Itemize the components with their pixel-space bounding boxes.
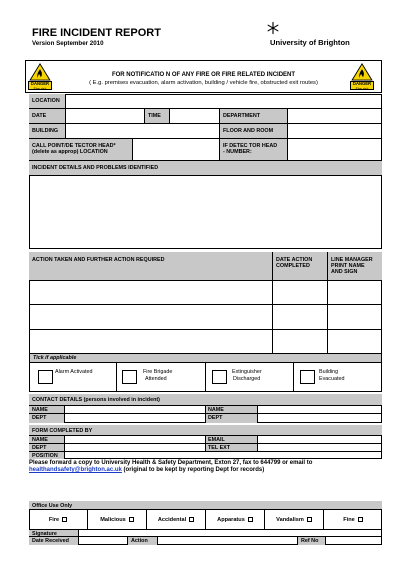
date-received-label: Date Received — [32, 538, 69, 544]
tick-divider — [116, 362, 117, 392]
department-field[interactable] — [288, 109, 382, 124]
ref-field[interactable] — [326, 537, 382, 545]
fire-risk-text: Fire risk — [355, 86, 369, 91]
contact-dept-label: DEPT — [32, 415, 47, 421]
contact-name-label-cell — [29, 406, 65, 414]
type-vandalism-label: Vandalism — [276, 516, 304, 523]
type-malicious-checkbox[interactable] — [129, 517, 134, 522]
banner-line-2: ( E.g. premises evacuation, alarm activation, building / vehicle fire, obstructed exit routes) — [89, 80, 318, 86]
location-label: LOCATION — [32, 98, 60, 104]
contact-name-label: NAME — [32, 407, 48, 413]
alarm-activated-checkbox[interactable] — [38, 370, 53, 384]
danger-word: DANGER — [30, 81, 50, 86]
contact-name-field-2[interactable] — [258, 406, 382, 414]
floor-room-label-cell — [220, 124, 288, 139]
type-apparatus — [206, 510, 265, 529]
report-title: FIRE INCIDENT REPORT — [32, 27, 161, 39]
completed-email-field[interactable] — [258, 436, 382, 444]
building-field[interactable] — [66, 124, 220, 139]
callpoint-field[interactable] — [133, 139, 220, 161]
date-completed-label-1: DATE ACTION — [276, 257, 313, 263]
fire-brigade-label-2: Attended — [145, 376, 167, 382]
ref-label-cell — [298, 537, 326, 545]
university-logo-icon — [266, 21, 280, 35]
type-accidental-label: Accidental — [157, 516, 187, 523]
action-field-1[interactable] — [29, 281, 273, 305]
details-field[interactable] — [29, 176, 382, 249]
details-header: INCIDENT DETAILS AND PROBLEMS IDENTIFIED — [32, 165, 159, 171]
ref-label: Ref No — [301, 538, 319, 544]
line-manager-field-3[interactable] — [328, 330, 382, 354]
building-evacuated-label-2: Evacuated — [319, 376, 345, 382]
contact-dept-field-2[interactable] — [258, 414, 382, 423]
completed-header: FORM COMPLETED BY — [32, 428, 93, 434]
danger-sign-left — [28, 63, 52, 90]
building-evacuated-label-1: Building — [319, 369, 339, 375]
type-fine-checkbox[interactable] — [358, 517, 363, 522]
office-action-label: Action — [131, 538, 148, 544]
floor-room-label: FLOOR AND ROOM — [223, 128, 274, 134]
callpoint-label-cell — [29, 139, 133, 161]
time-field[interactable] — [170, 109, 220, 124]
date-completed-field-1[interactable] — [273, 281, 328, 305]
detector-label-1: IF DETEC TOR HEAD — [223, 143, 278, 149]
line-manager-field-1[interactable] — [328, 281, 382, 305]
type-vandalism-checkbox[interactable] — [307, 517, 312, 522]
office-header-cell — [29, 501, 382, 510]
date-completed-cell — [273, 252, 328, 281]
type-fine-label: Fine — [343, 516, 355, 523]
completed-name-label: NAME — [32, 437, 48, 443]
banner-line-1: FOR NOTIFICATIO N OF ANY FIRE OR FIRE RELATED INCIDENT — [111, 72, 296, 78]
date-received-field[interactable] — [79, 537, 128, 545]
building-evacuated-checkbox[interactable] — [300, 370, 315, 384]
contact-dept-label-cell — [29, 414, 65, 423]
date-label: DATE — [32, 113, 47, 119]
callpoint-label-1: CALL POINT/DE TECTOR HEAD* — [32, 143, 116, 149]
date-completed-label-2: COMPLETED — [276, 263, 310, 269]
contact-header: CONTACT DETAILS (persons involved in incident) — [32, 397, 160, 403]
line-manager-field-2[interactable] — [328, 305, 382, 330]
forward-note-line-2 — [29, 467, 264, 473]
forward-note-suffix: (original to be kept by reporting Dept for records) — [121, 467, 265, 473]
completed-dept-label: DEPT — [32, 445, 47, 451]
office-header: Office Use Only — [32, 502, 73, 509]
date-completed-field-3[interactable] — [273, 330, 328, 354]
incident-type-row — [29, 510, 382, 530]
completed-email-label-cell — [206, 436, 258, 444]
fire-warning-icon — [28, 63, 52, 81]
version-label: Version September 2010 — [32, 40, 104, 47]
type-apparatus-label: Apparatus — [217, 516, 245, 523]
detector-field[interactable] — [288, 139, 382, 161]
type-fine — [324, 510, 382, 529]
contact-header-cell — [29, 394, 382, 406]
completed-tel-label-cell — [206, 444, 258, 452]
tick-heading-cell — [29, 354, 382, 362]
contact-name-field-1[interactable] — [65, 406, 206, 414]
line-manager-label-3: AND SIGN — [331, 269, 358, 275]
type-apparatus-checkbox[interactable] — [248, 517, 253, 522]
department-label-cell — [220, 109, 288, 124]
completed-email-label: EMAIL — [208, 437, 225, 443]
callpoint-label-2: (delete as approp) LOCATION — [32, 149, 108, 155]
date-label-cell — [29, 109, 66, 124]
type-fire-label: Fire — [48, 516, 60, 523]
location-field[interactable] — [66, 94, 382, 109]
type-malicious — [88, 510, 147, 529]
university-name: University of Brighton — [270, 38, 350, 47]
completed-name-field[interactable] — [65, 436, 206, 444]
completed-name-label-cell — [29, 436, 65, 444]
fire-risk-text: Fire risk — [33, 86, 47, 91]
department-label: DEPARTMENT — [223, 113, 261, 119]
extinguisher-checkbox[interactable] — [212, 370, 227, 384]
type-vandalism — [265, 510, 324, 529]
tick-divider — [293, 362, 294, 392]
line-manager-cell — [328, 252, 382, 281]
detector-label-cell — [220, 139, 288, 161]
signature-field[interactable] — [79, 530, 382, 537]
action-header: ACTION TAKEN AND FURTHER ACTION REQUIRED — [32, 257, 165, 263]
type-accidental-checkbox[interactable] — [189, 517, 194, 522]
completed-dept-field[interactable] — [65, 444, 206, 452]
extinguisher-label-1: Extinguisher — [232, 369, 262, 375]
tick-heading: Tick if applicable — [33, 355, 77, 361]
fire-brigade-label-1: Fire Brigade — [143, 369, 173, 375]
forward-note-line-1: Please forward a copy to University Health & Safety Department, Exton 27, fax to 644799 or email to — [29, 460, 313, 466]
danger-word: DANGER — [352, 81, 372, 86]
completed-tel-label: TEL EXT — [208, 445, 231, 451]
completed-tel-field[interactable] — [258, 444, 382, 452]
tick-divider — [205, 362, 206, 392]
completed-position-field[interactable] — [65, 452, 382, 459]
danger-sign-right — [350, 63, 374, 90]
office-action-field[interactable] — [158, 537, 298, 545]
time-label-cell — [145, 109, 170, 124]
completed-position-label: POSITION — [32, 452, 58, 459]
date-received-label-cell — [29, 537, 79, 545]
type-fire — [29, 510, 88, 529]
details-header-cell — [29, 161, 382, 176]
action-field-2[interactable] — [29, 305, 273, 330]
contact-name-label: NAME — [208, 407, 224, 413]
fire-warning-icon — [350, 63, 374, 81]
date-field[interactable] — [66, 109, 145, 124]
type-fire-checkbox[interactable] — [62, 517, 67, 522]
type-accidental — [147, 510, 206, 529]
action-header-cell — [29, 252, 273, 281]
action-label-cell — [128, 537, 158, 545]
extinguisher-label-2: Discharged — [233, 376, 261, 382]
contact-name-label-cell — [206, 406, 258, 414]
completed-position-label-cell — [29, 452, 65, 459]
line-manager-label-2: PRINT NAME — [331, 263, 365, 269]
completed-header-cell — [29, 425, 382, 436]
detector-label-2: - NUMBER: — [223, 149, 252, 155]
signature-label-cell — [29, 530, 79, 537]
alarm-activated-label: Alarm Activated — [55, 369, 93, 375]
contact-dept-label: DEPT — [208, 415, 223, 421]
signature-label: Signature — [32, 530, 57, 537]
contact-dept-field-1[interactable] — [65, 414, 206, 423]
line-manager-label-1: LINE MANAGER — [331, 257, 373, 263]
health-safety-email-link[interactable]: healthandsafety@brighton.ac.uk — [29, 467, 122, 473]
date-completed-field-2[interactable] — [273, 305, 328, 330]
action-field-3[interactable] — [29, 330, 273, 354]
building-label-cell — [29, 124, 66, 139]
floor-room-field[interactable] — [288, 124, 382, 139]
location-label-cell — [29, 94, 66, 109]
contact-dept-label-cell — [206, 414, 258, 423]
type-malicious-label: Malicious — [100, 516, 126, 523]
completed-dept-label-cell — [29, 444, 65, 452]
fire-brigade-checkbox[interactable] — [122, 370, 137, 384]
time-label: TIME — [148, 113, 161, 119]
building-label: BUILDING — [32, 128, 59, 134]
